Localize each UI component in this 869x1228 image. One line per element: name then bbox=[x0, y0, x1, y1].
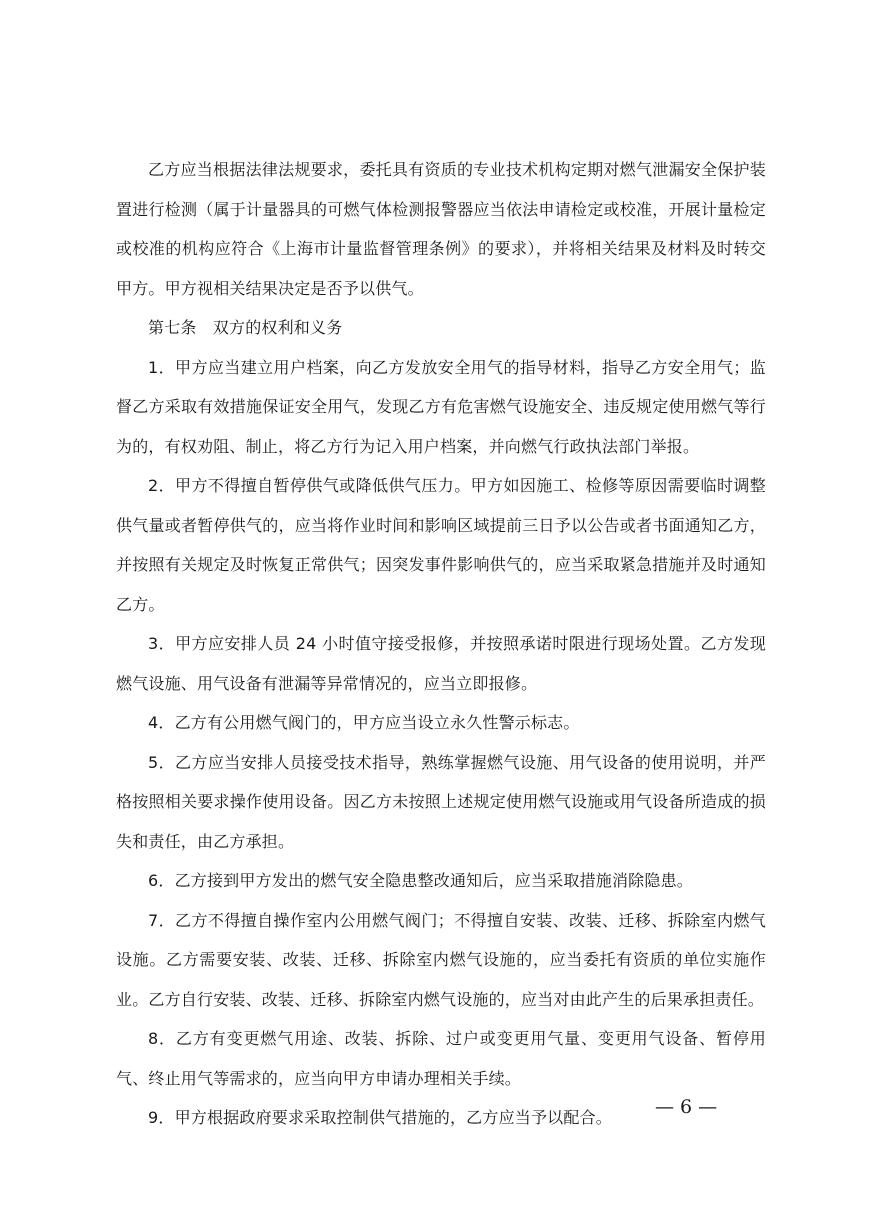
clause-5: 5．乙方应当安排人员接受技术指导，熟练掌握燃气设施、用气设备的使用说明，并严格按照相关要求操作使用设备。因乙方未按照上述规定使用燃气设施或用气设备所造成的损失和责任，由乙方承担。 bbox=[116, 752, 766, 851]
paragraph-inspection: 乙方应当根据法律法规要求，委托具有资质的专业技术机构定期对燃气泄漏安全保护装置进行检测（属于计量器具的可燃气体检测报警器应当依法申请检定或校准，开展计量检定或校准的机构应符合《上海市计量监督管理条例》的要求），并将相关结果及材料及时转交甲方。甲方视相关结果决定是否予以供气。 bbox=[116, 160, 766, 298]
page-number: — 6 — bbox=[655, 1096, 718, 1118]
clause-7: 7．乙方不得擅自操作室内公用燃气阀门；不得擅自安装、改装、迁移、拆除室内燃气设施。乙方需要安装、改装、迁移、拆除室内燃气设施的，应当委托有资质的单位实施作业。乙方自行安装、改装、迁移、拆除室内燃气设施的，应当对由此产生的后果承担责任。 bbox=[116, 910, 766, 1009]
document-body bbox=[116, 150, 766, 1138]
clause-9: 9．甲方根据政府要求采取控制供气措施的，乙方应当予以配合。 bbox=[148, 1108, 612, 1127]
clause-8: 8．乙方有变更燃气用途、改装、拆除、过户或变更用气量、变更用气设备、暂停用气、终止用气等需求的，应当向甲方申请办理相关手续。 bbox=[116, 1029, 766, 1088]
article-heading: 第七条 双方的权利和义务 bbox=[148, 318, 343, 337]
clause-4: 4．乙方有公用燃气阀门的，甲方应当设立永久性警示标志。 bbox=[148, 713, 580, 732]
clause-1: 1．甲方应当建立用户档案，向乙方发放安全用气的指导材料，指导乙方安全用气；监督乙方采取有效措施保证安全用气，发现乙方有危害燃气设施安全、违反规定使用燃气等行为的，有权劝阻、制止，将乙方行为记入用户档案，并向燃气行政执法部门举报。 bbox=[116, 357, 766, 456]
clause-6: 6．乙方接到甲方发出的燃气安全隐患整改通知后，应当采取措施消除隐患。 bbox=[148, 871, 693, 890]
clause-3: 3．甲方应安排人员 24 小时值守接受报修，并按照承诺时限进行现场处置。乙方发现燃气设施、用气设备有泄漏等异常情况的，应当立即报修。 bbox=[116, 634, 766, 693]
clause-2: 2．甲方不得擅自暂停供气或降低供气压力。甲方如因施工、检修等原因需要临时调整供气量或者暂停供气的，应当将作业时间和影响区域提前三日予以公告或者书面通知乙方，并按照有关规定及时恢复正常供气；因突发事件影响供气的，应当采取紧急措施并及时通知乙方。 bbox=[116, 476, 766, 614]
